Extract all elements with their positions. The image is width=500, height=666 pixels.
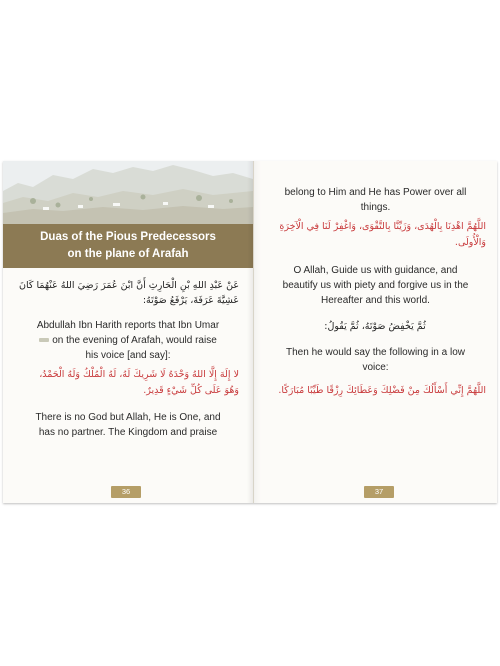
page-number-36: 36 bbox=[111, 486, 141, 498]
left-page bbox=[3, 161, 254, 503]
page-number-37: 37 bbox=[364, 486, 394, 498]
right-english-3-line2: voice: bbox=[362, 362, 389, 373]
right-page bbox=[254, 161, 497, 503]
right-english-continuation bbox=[254, 185, 497, 215]
arabic-narration-line1: عَنْ عَبْدِ اللهِ بْنِ الْحَارِثِ أَنَّ ابْنَ عُمَرَ رَضِيَ اللهُ عَنْهُمَا كَانَ bbox=[19, 280, 239, 291]
right-arabic-dua-1-line2: وَالْأُولَى. bbox=[454, 237, 486, 248]
right-english-3-line1: Then he would say the following in a low bbox=[286, 347, 465, 358]
chapter-title-line2: on the plane of Arafah bbox=[67, 248, 189, 260]
open-book bbox=[3, 161, 497, 503]
english-translation-line1: There is no God but Allah, He is One, and bbox=[35, 412, 221, 423]
right-english-2-line1: O Allah, Guide us with guidance, and bbox=[293, 265, 458, 276]
arabic-dua-line2: وَهُوَ عَلَى كُلِّ شَيْءٍ قَدِيرٌ. bbox=[143, 385, 239, 396]
left-arabic-dua bbox=[17, 367, 239, 399]
radiyallahu-anhu-icon bbox=[39, 337, 49, 343]
english-narration-line1: Abdullah Ibn Harith reports that Ibn Umar bbox=[36, 320, 220, 331]
right-english-1-line2: things. bbox=[360, 202, 391, 213]
english-translation-line2: has no partner. The Kingdom and praise bbox=[38, 427, 218, 438]
chapter-title-line1: Duas of the Pious Predecessors bbox=[40, 231, 216, 243]
arabic-dua-line1: لا إِلَهَ إِلَّا اللهُ وَحْدَهُ لَا شَرِيكَ لَهُ، لَهُ الْمُلْكُ وَلَهُ الْحَمْدُ، bbox=[39, 369, 239, 380]
right-arabic-narration bbox=[264, 319, 486, 334]
right-english-2-line3: Hereafter and this world. bbox=[321, 295, 430, 306]
english-narration-line3: his voice [and say]: bbox=[85, 350, 171, 361]
right-arabic-narration-line: ثُمَّ يَخْفِضُ صَوْتَهُ، ثُمَّ يَقُولُ: bbox=[324, 321, 426, 332]
right-arabic-dua-1 bbox=[264, 219, 486, 251]
right-english-2-line2: beautify us with piety and forgive us in the bbox=[282, 280, 469, 291]
right-english-3 bbox=[254, 345, 497, 375]
right-english-translation bbox=[254, 263, 497, 308]
left-english-narration bbox=[3, 318, 253, 363]
arabic-narration-line2: عَشِيَّةَ عَرَفَةَ، يَرْفَعُ صَوْتَهُ: bbox=[142, 295, 239, 306]
arafah-landscape-image bbox=[3, 161, 253, 224]
left-english-translation bbox=[3, 410, 253, 440]
left-arabic-narration bbox=[17, 278, 239, 308]
right-arabic-dua-3-line: اللَّهُمَّ إِنِّي أَسْأَلُكَ مِنْ فَضْلِكَ وَعَطَائِكَ رِزْقًا طَيِّبًا مُبَارَكًا. bbox=[278, 385, 486, 396]
right-arabic-dua-3 bbox=[264, 383, 486, 399]
right-arabic-dua-1-line1: اللَّهُمَّ اهْدِنَا بِالْهُدَى، وَزَيِّنَّا بِالتَّقْوَى، وَاغْفِرْ لَنَا فِي الْآخِرَةِ bbox=[279, 221, 486, 232]
chapter-title-band bbox=[3, 224, 253, 268]
right-english-1-line1: belong to Him and He has Power over all bbox=[284, 187, 467, 198]
english-narration-line2: on the evening of Arafah, would raise bbox=[52, 335, 217, 346]
english-narration-line2-wrap bbox=[3, 333, 253, 348]
